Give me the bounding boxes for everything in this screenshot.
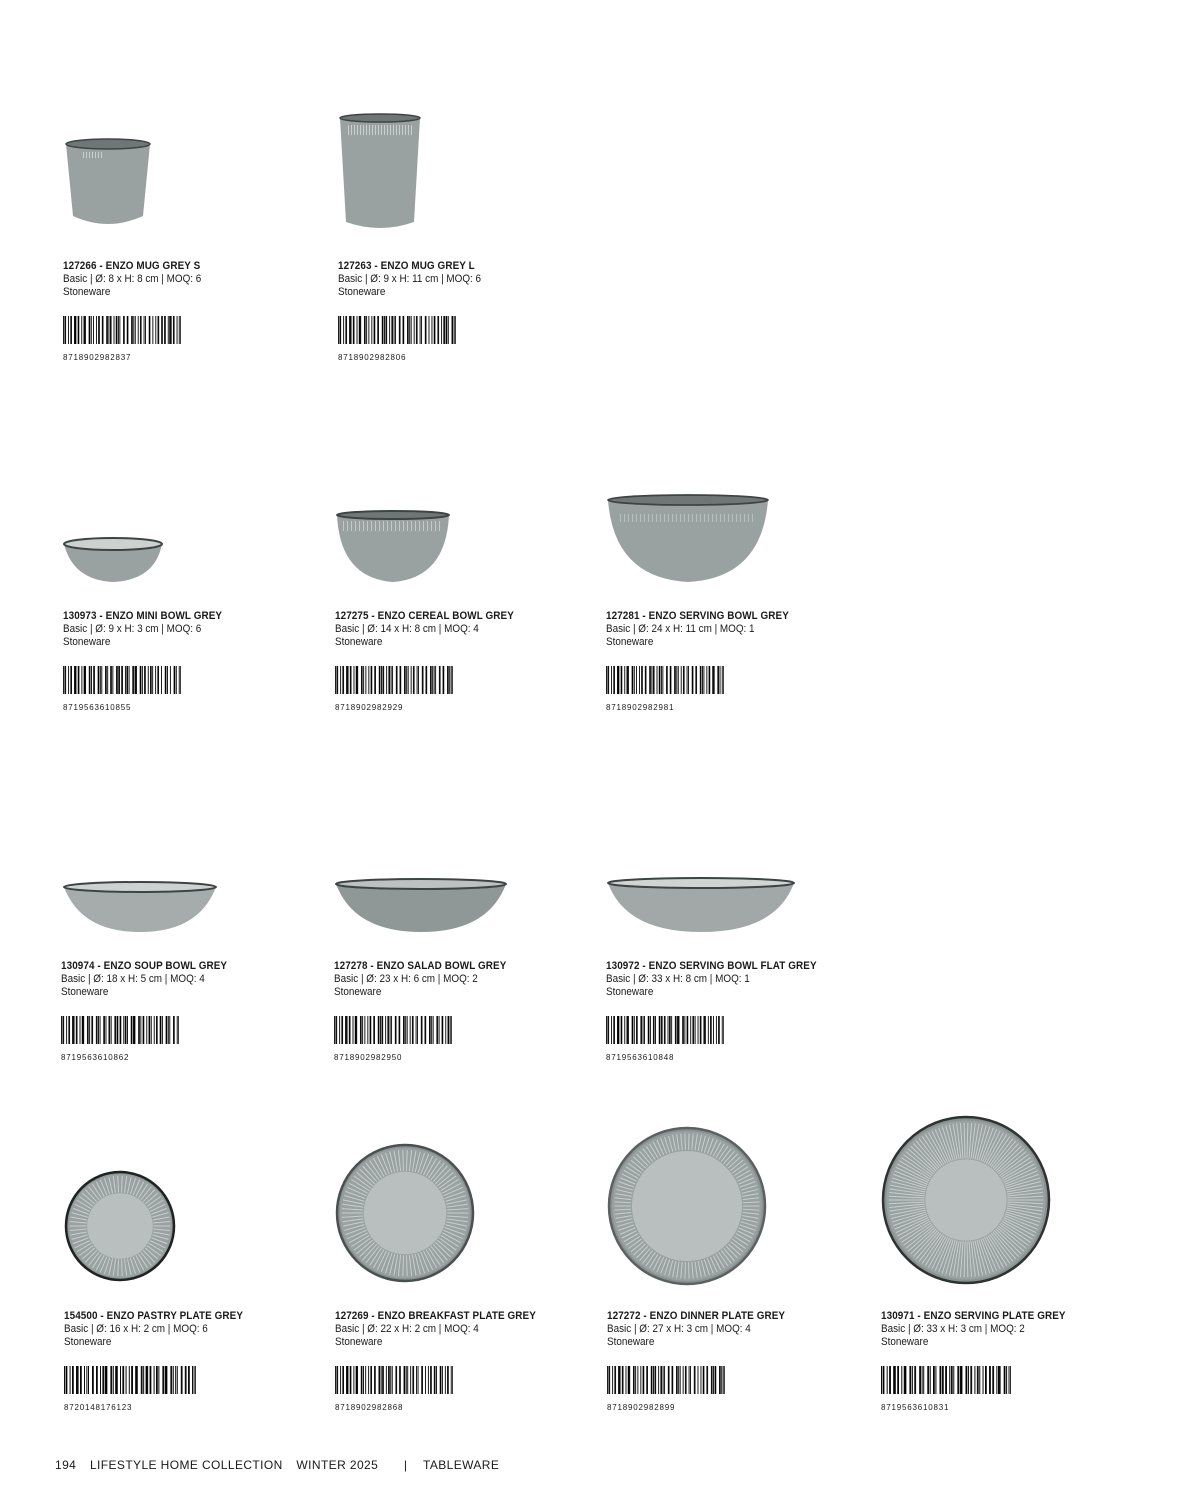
product-specs: Basic | Ø: 9 x H: 3 cm | MOQ: 6 <box>63 623 202 635</box>
product-title: 130972 - ENZO SERVING BOWL FLAT GREY <box>606 960 817 972</box>
product-title: 127269 - ENZO BREAKFAST PLATE GREY <box>335 1310 536 1322</box>
product-title: 154500 - ENZO PASTRY PLATE GREY <box>64 1310 244 1322</box>
barcode <box>63 316 181 344</box>
barcode <box>606 1016 724 1044</box>
product-specs: Basic | Ø: 23 x H: 6 cm | MOQ: 2 <box>334 973 478 985</box>
product-title: 127263 - ENZO MUG GREY L <box>338 260 475 272</box>
mug-large-illustration <box>338 110 422 240</box>
ean-number: 8718902982806 <box>338 353 407 362</box>
product-specs: Basic | Ø: 33 x H: 3 cm | MOQ: 2 <box>881 1323 1025 1335</box>
mug-small-illustration <box>63 110 153 240</box>
ean-number: 8718902982868 <box>335 1403 404 1412</box>
plate-dinner-illustration <box>607 1126 767 1286</box>
product-image <box>335 460 565 590</box>
barcode <box>335 1366 453 1394</box>
ean-number: 8718902982950 <box>334 1053 403 1062</box>
ean-number: 8719563610862 <box>61 1053 130 1062</box>
barcode <box>338 316 456 344</box>
product-specs: Basic | Ø: 9 x H: 11 cm | MOQ: 6 <box>338 273 482 285</box>
product-image <box>881 1110 1111 1290</box>
bowl-soup-illustration <box>61 810 219 940</box>
product-material: Stoneware <box>606 636 654 648</box>
product-card <box>338 110 588 362</box>
product-material: Stoneware <box>607 1336 655 1348</box>
page-number: 194 <box>55 1458 77 1472</box>
bowl-mini-illustration <box>63 460 163 590</box>
plate-serving-illustration <box>881 1115 1051 1285</box>
product-material: Stoneware <box>63 636 111 648</box>
product-card <box>63 460 313 712</box>
product-material: Stoneware <box>64 1336 112 1348</box>
bowl-serving-illustration <box>606 460 770 590</box>
ean-number: 8718902982929 <box>335 703 404 712</box>
product-image <box>63 460 293 590</box>
ean-number: 8719563610831 <box>881 1403 950 1412</box>
product-image <box>61 810 291 940</box>
section-name: TABLEWARE <box>422 1458 500 1472</box>
barcode <box>63 666 181 694</box>
product-card <box>606 460 856 712</box>
ean-number: 8720148176123 <box>64 1403 133 1412</box>
bowl-flat-illustration <box>606 810 796 940</box>
footer-separator: | <box>403 1458 408 1472</box>
product-image <box>607 1110 837 1290</box>
product-title: 127266 - ENZO MUG GREY S <box>63 260 201 272</box>
product-title: 127278 - ENZO SALAD BOWL GREY <box>334 960 507 972</box>
barcode <box>881 1366 1011 1394</box>
ean-number: 8718902982837 <box>63 353 132 362</box>
product-card <box>64 1110 314 1412</box>
product-card <box>61 810 311 1062</box>
plate-pastry-illustration <box>64 1170 176 1282</box>
product-title: 127281 - ENZO SERVING BOWL GREY <box>606 610 789 622</box>
product-specs: Basic | Ø: 16 x H: 2 cm | MOQ: 6 <box>64 1323 208 1335</box>
barcode <box>334 1016 452 1044</box>
product-card <box>607 1110 857 1412</box>
barcode <box>335 666 453 694</box>
product-material: Stoneware <box>335 1336 383 1348</box>
product-material: Stoneware <box>334 986 382 998</box>
product-title: 130971 - ENZO SERVING PLATE GREY <box>881 1310 1066 1322</box>
barcode <box>606 666 724 694</box>
ean-number: 8719563610855 <box>63 703 132 712</box>
ean-number: 8719563610848 <box>606 1053 675 1062</box>
product-image <box>63 110 293 240</box>
product-card <box>606 810 856 1062</box>
ean-number: 8718902982981 <box>606 703 675 712</box>
product-material: Stoneware <box>63 286 111 298</box>
product-specs: Basic | Ø: 27 x H: 3 cm | MOQ: 4 <box>607 1323 751 1335</box>
product-title: 130974 - ENZO SOUP BOWL GREY <box>61 960 228 972</box>
product-specs: Basic | Ø: 33 x H: 8 cm | MOQ: 1 <box>606 973 750 985</box>
product-image <box>64 1110 294 1290</box>
ean-number: 8718902982899 <box>607 1403 676 1412</box>
product-image <box>335 1110 565 1290</box>
product-material: Stoneware <box>338 286 386 298</box>
product-material: Stoneware <box>61 986 109 998</box>
season: WINTER 2025 <box>296 1458 379 1472</box>
product-image <box>338 110 568 240</box>
barcode <box>61 1016 179 1044</box>
bowl-cereal-illustration <box>335 460 451 590</box>
product-specs: Basic | Ø: 24 x H: 11 cm | MOQ: 1 <box>606 623 755 635</box>
product-image <box>606 810 836 940</box>
product-card <box>881 1110 1131 1412</box>
page-footer <box>55 1458 509 1472</box>
product-specs: Basic | Ø: 14 x H: 8 cm | MOQ: 4 <box>335 623 479 635</box>
product-card <box>335 460 585 712</box>
product-image <box>334 810 564 940</box>
product-specs: Basic | Ø: 18 x H: 5 cm | MOQ: 4 <box>61 973 205 985</box>
product-card <box>334 810 584 1062</box>
product-title: 130973 - ENZO MINI BOWL GREY <box>63 610 223 622</box>
barcode <box>64 1366 196 1394</box>
collection-name: LIFESTYLE HOME COLLECTION <box>89 1458 283 1472</box>
product-card <box>335 1110 585 1412</box>
product-specs: Basic | Ø: 22 x H: 2 cm | MOQ: 4 <box>335 1323 479 1335</box>
product-title: 127272 - ENZO DINNER PLATE GREY <box>607 1310 786 1322</box>
product-specs: Basic | Ø: 8 x H: 8 cm | MOQ: 6 <box>63 273 202 285</box>
bowl-salad-illustration <box>334 810 508 940</box>
product-card <box>63 110 313 362</box>
product-title: 127275 - ENZO CEREAL BOWL GREY <box>335 610 514 622</box>
product-material: Stoneware <box>335 636 383 648</box>
product-image <box>606 460 836 590</box>
plate-breakfast-illustration <box>335 1143 475 1283</box>
barcode <box>607 1366 725 1394</box>
product-material: Stoneware <box>881 1336 929 1348</box>
product-material: Stoneware <box>606 986 654 998</box>
